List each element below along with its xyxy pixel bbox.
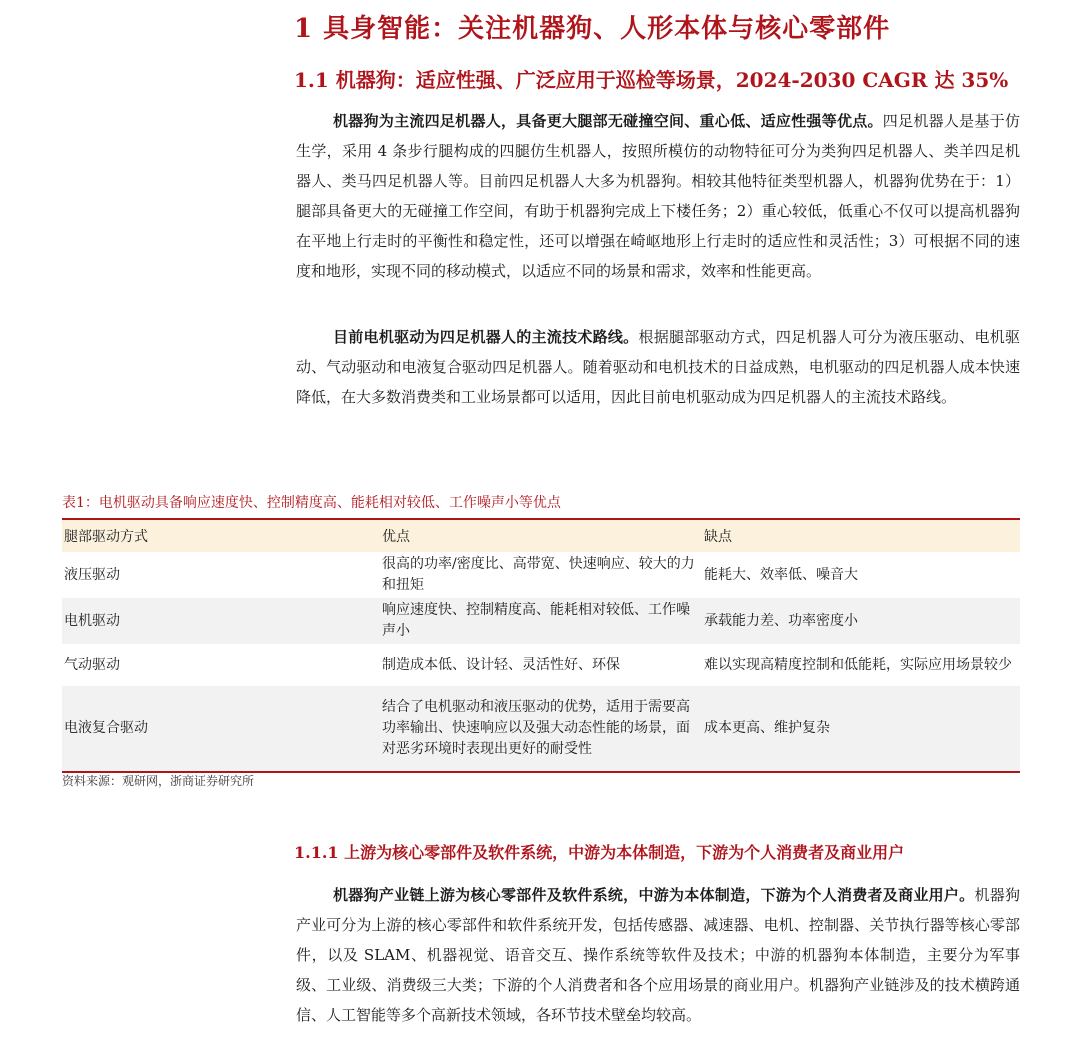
table-cell-cons: 难以实现高精度控制和低能耗，实际应用场景较少 (704, 656, 1012, 673)
table-row (62, 686, 1020, 772)
paragraph-lead-bold: 目前电机驱动为四足机器人的主流技术路线。 (333, 328, 639, 346)
table-source-note: 资料来源：观研网，浙商证券研究所 (62, 774, 255, 788)
table-caption: 表1：电机驱动具备响应速度快、控制精度高、能耗相对较低、工作噪声小等优点 (62, 495, 561, 511)
table-cell-pros: 响应速度快、控制精度高、能耗相对较低、工作噪声小 (382, 602, 690, 639)
table-header-row (62, 519, 1020, 552)
table-cell-method: 电液复合驱动 (62, 686, 380, 772)
section-heading-1-1-1: 1.1.1 上游为核心零部件及软件系统，中游为本体制造，下游为个人消费者及商业用户 (294, 843, 905, 862)
paragraph-motor-drive (296, 322, 1020, 412)
table-cell-method: 电机驱动 (64, 612, 120, 629)
table-row (62, 552, 1020, 598)
table-header-pros: 优点 (380, 519, 702, 552)
table-cell-method: 液压驱动 (64, 566, 120, 583)
paragraph-body: 机器狗产业可分为上游的核心零部件和软件系统开发，包括传感器、减速器、电机、控制器、关节执行器等核心零部件，以及 SLAM、机器视觉、语音交互、操作系统等软件及技术；中游的机器狗本体制造，主要分为军事级、工业级、消费级三大类；下游的个人消费者和各个应用场景的商业用户。机器狗产业链涉及的技术横跨通信、人工智能等多个高新技术领域，各环节技术壁垒均较高。 (296, 886, 1020, 1024)
table-header-cons: 缺点 (702, 519, 1020, 552)
table-cell-cons: 成本更高、维护复杂 (702, 686, 1020, 772)
table-row (62, 644, 1020, 686)
drive-comparison-table (62, 518, 1020, 773)
table-row (62, 598, 1020, 644)
table-cell-cons: 承载能力差、功率密度小 (704, 612, 858, 629)
paragraph-body: 根据腿部驱动方式，四足机器人可分为液压驱动、电机驱动、气动驱动和电液复合驱动四足机器人。随着驱动和电机技术的日益成熟，电机驱动的四足机器人成本快速降低，在大多数消费类和工业场景都可以适用，因此目前电机驱动成为四足机器人的主流技术路线。 (296, 328, 1020, 406)
table-header-method: 腿部驱动方式 (62, 519, 380, 552)
table-cell-pros: 很高的功率/密度比、高带宽、快速响应、较大的力和扭矩 (382, 556, 695, 593)
paragraph-lead-bold: 机器狗产业链上游为核心零部件及软件系统，中游为本体制造，下游为个人消费者及商业用户。 (333, 886, 975, 904)
section-heading-1: 1 具身智能：关注机器狗、人形本体与核心零部件 (294, 14, 891, 44)
paragraph-industry-chain (296, 880, 1020, 1030)
section-heading-1-1: 1.1 机器狗：适应性强、广泛应用于巡检等场景，2024-2030 CAGR 达 35% (294, 68, 1009, 92)
table-cell-pros: 制造成本低、设计轻、灵活性好、环保 (382, 656, 620, 673)
paragraph-lead-bold: 机器狗为主流四足机器人，具备更大腿部无碰撞空间、重心低、适应性强等优点。 (333, 112, 883, 130)
paragraph-body: 四足机器人是基于仿生学，采用 4 条步行腿构成的四腿仿生机器人，按照所模仿的动物特征可分为类狗四足机器人、类羊四足机器人、类马四足机器人等。目前四足机器人大多为机器狗。相较其他特征类型机器人，机器狗优势在于：1）腿部具备更大的无碰撞工作空间，有助于机器狗完成上下楼任务；2）重心较低，低重心不仅可以提高机器狗在平地上行走时的平衡性和稳定性，还可以增强在崎岖地形上行走时的适应性和灵活性；3）可根据不同的速度和地形，实现不同的移动模式，以适应不同的场景和需求，效率和性能更高。 (296, 112, 1020, 280)
table-cell-pros: 结合了电机驱动和液压驱动的优势，适用于需要高功率输出、快速响应以及强大动态性能的场景，面对恶劣环境时表现出更好的耐受性 (380, 686, 702, 772)
paragraph-quadruped-advantages (296, 106, 1020, 286)
table-cell-cons: 能耗大、效率低、噪音大 (704, 566, 858, 583)
table-cell-method: 气动驱动 (64, 656, 120, 673)
